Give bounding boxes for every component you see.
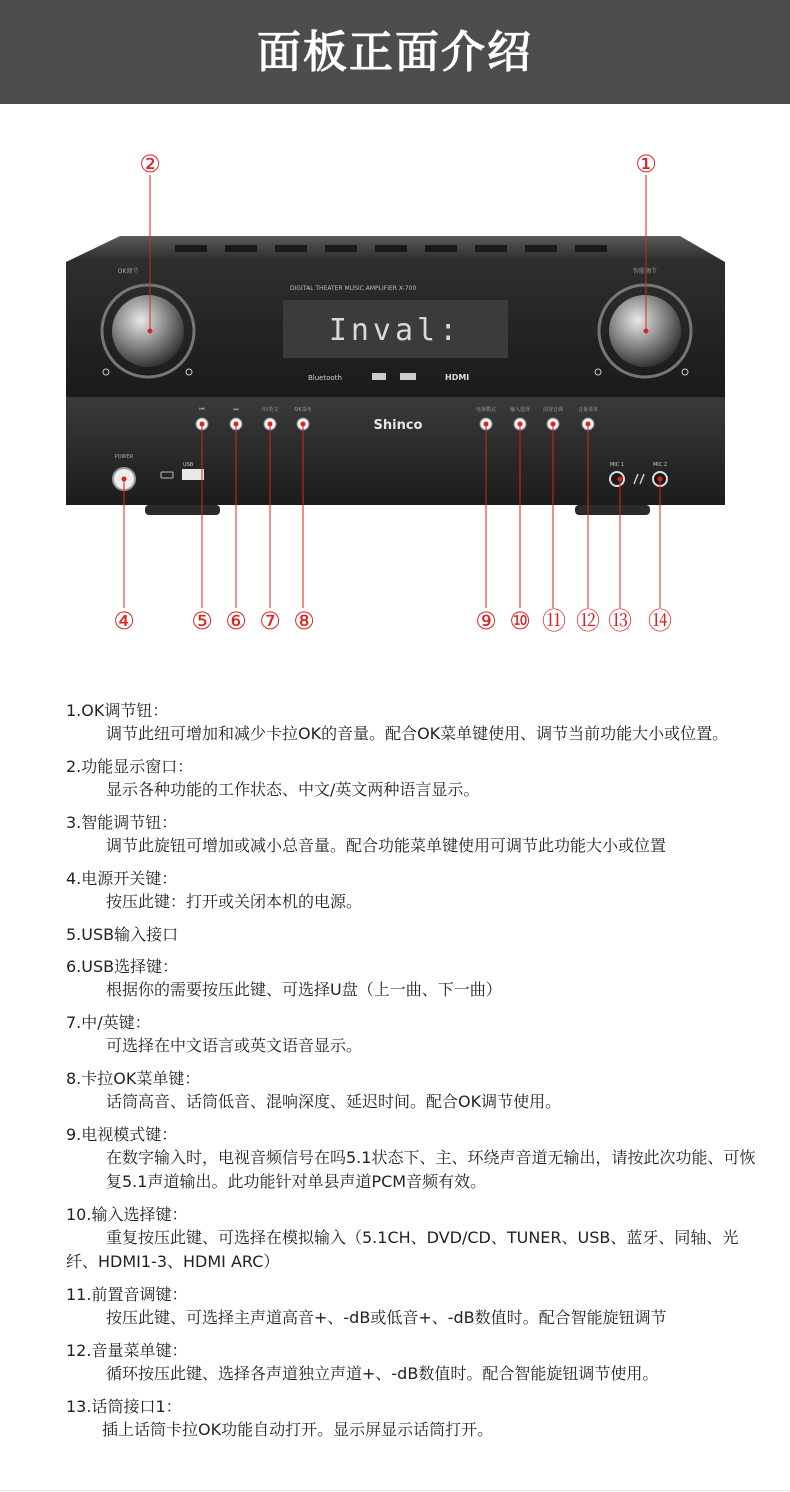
feature-item	[66, 1124, 756, 1194]
callout-7: ⑦	[259, 607, 281, 635]
callout-13: ⑬	[608, 607, 632, 635]
feature-desc: 调节此旋钮可增加或减小总音量。配合功能菜单键使用可调节此功能大小或位置	[106, 836, 667, 855]
feature-item	[66, 1068, 756, 1114]
ok-menu-label: OK菜单	[294, 407, 312, 413]
feature-title: 10.输入选择键：	[66, 1205, 188, 1224]
dolby-logo	[372, 373, 386, 380]
callout-2: ②	[139, 150, 161, 178]
callout-14: ⑭	[648, 607, 672, 635]
callout-11: ⑪	[542, 607, 566, 635]
tone-label: 前置音调	[542, 407, 564, 413]
callout-5: ⑤	[191, 607, 213, 635]
brand-logo: Shinco	[373, 418, 423, 433]
feature-title: 5.USB输入接口	[66, 925, 179, 944]
foot-right	[575, 505, 650, 515]
feature-item	[66, 956, 756, 1002]
feature-title: 11.前置音调键：	[66, 1285, 188, 1304]
feature-title: 7.中/英键：	[66, 1013, 151, 1032]
feature-title: 6.USB选择键：	[66, 957, 179, 976]
feature-desc: 调节此纽可增加和减少卡拉OK的音量。配合OK菜单键使用、调节当前功能大小或位置。	[106, 724, 729, 743]
feature-title: 2.功能显示窗口：	[66, 757, 194, 776]
volume-menu-label: 音量菜单	[577, 407, 599, 413]
feature-title: 4.电源开关键：	[66, 869, 178, 888]
feature-title: 12.音量菜单键：	[66, 1341, 188, 1360]
usb-port[interactable]	[182, 469, 204, 480]
hdmi-logo: HDMI	[445, 373, 470, 382]
feature-desc: 显示各种功能的工作状态、中文/英文两种语言显示。	[106, 780, 480, 799]
ok-knob-label: OK调节	[117, 268, 139, 275]
display-text: Inval:	[328, 313, 462, 348]
feature-desc: 根据你的需要按压此键、可选择U盘（上一曲、下一曲）	[106, 980, 502, 999]
header-banner	[0, 0, 790, 104]
bluetooth-logo: Bluetooth	[308, 374, 342, 382]
feature-title: 13.话筒接口1：	[66, 1397, 182, 1416]
feature-desc: 按压此键、可选择主声道高音+、-dB或低音+、-dB数值时。配合智能旋钮调节	[106, 1308, 667, 1327]
feature-desc: 话筒高音、话筒低音、混响深度、延迟时间。配合OK调节使用。	[106, 1092, 562, 1111]
mic1-label: MIC 1	[609, 462, 625, 468]
feature-desc: 插上话筒卡拉OK功能自动打开。显示屏显示话筒打开。	[102, 1420, 494, 1439]
feature-desc: 可选择在中文语言或英文语音显示。	[106, 1036, 363, 1055]
callout-6: ⑥	[225, 607, 247, 635]
callout-12: ⑫	[576, 607, 600, 635]
feature-desc: 重复按压此键、可选择在模拟输入（5.1CH、DVD/CD、TUNER、USB、蓝牙、同轴、光纤、HDMI1-3、HDMI ARC）	[66, 1228, 739, 1271]
feature-title: 3.智能调节钮：	[66, 813, 178, 832]
feature-item	[66, 700, 756, 746]
feature-item	[66, 1284, 756, 1330]
foot-left	[145, 505, 220, 515]
feature-item	[66, 868, 756, 914]
page-title: 面板正面介绍	[257, 27, 533, 78]
feature-title: 8.卡拉OK菜单键：	[66, 1069, 201, 1088]
feature-item	[66, 1012, 756, 1058]
lang-label: 中/英文	[261, 407, 279, 413]
feature-item	[66, 756, 756, 802]
usb-label: USB	[183, 462, 194, 468]
callout-4: ④	[113, 607, 135, 635]
model-text: DIGITAL THEATER MUSIC AMPLIFIER X-700	[290, 285, 417, 292]
amplifier-illustration	[0, 104, 790, 664]
feature-list	[66, 700, 756, 1452]
mic2-label: MIC 2	[652, 462, 668, 468]
dts-logo	[400, 373, 416, 380]
feature-item	[66, 812, 756, 858]
feature-item	[66, 1204, 756, 1274]
vent-slots	[175, 245, 607, 252]
callout-8: ⑧	[293, 607, 315, 635]
feature-desc: 在数字输入时，电视音频信号在吗5.1状态下、主、环绕声音道无输出，请按此次功能、可恢复5.1声道输出。此功能针对单县声道PCM音频有效。	[106, 1148, 756, 1191]
feature-item	[66, 1340, 756, 1386]
callout-9: ⑨	[475, 607, 497, 635]
chassis-front-lower	[66, 397, 725, 505]
power-label: POWER	[114, 454, 134, 460]
next-label: ⏭	[233, 406, 239, 413]
input-label: 输入选择	[509, 407, 531, 413]
feature-desc: 按压此键：打开或关闭本机的电源。	[106, 892, 363, 911]
feature-item	[66, 924, 756, 946]
bottom-divider	[0, 1490, 790, 1491]
callout-10: ⑩	[509, 607, 531, 635]
callout-1: ①	[635, 150, 657, 178]
feature-item	[66, 1396, 756, 1442]
tv-mode-label: 电视模式	[475, 407, 497, 413]
front-panel-diagram	[0, 104, 790, 664]
feature-title: 9.电视模式键：	[66, 1125, 178, 1144]
smart-knob-label: 智能调节	[632, 268, 658, 275]
feature-desc: 循环按压此键、选择各声道独立声道+、-dB数值时。配合智能旋钮调节使用。	[106, 1364, 659, 1383]
feature-title: 1.OK调节钮：	[66, 701, 169, 720]
prev-label: ⏮	[199, 406, 205, 413]
